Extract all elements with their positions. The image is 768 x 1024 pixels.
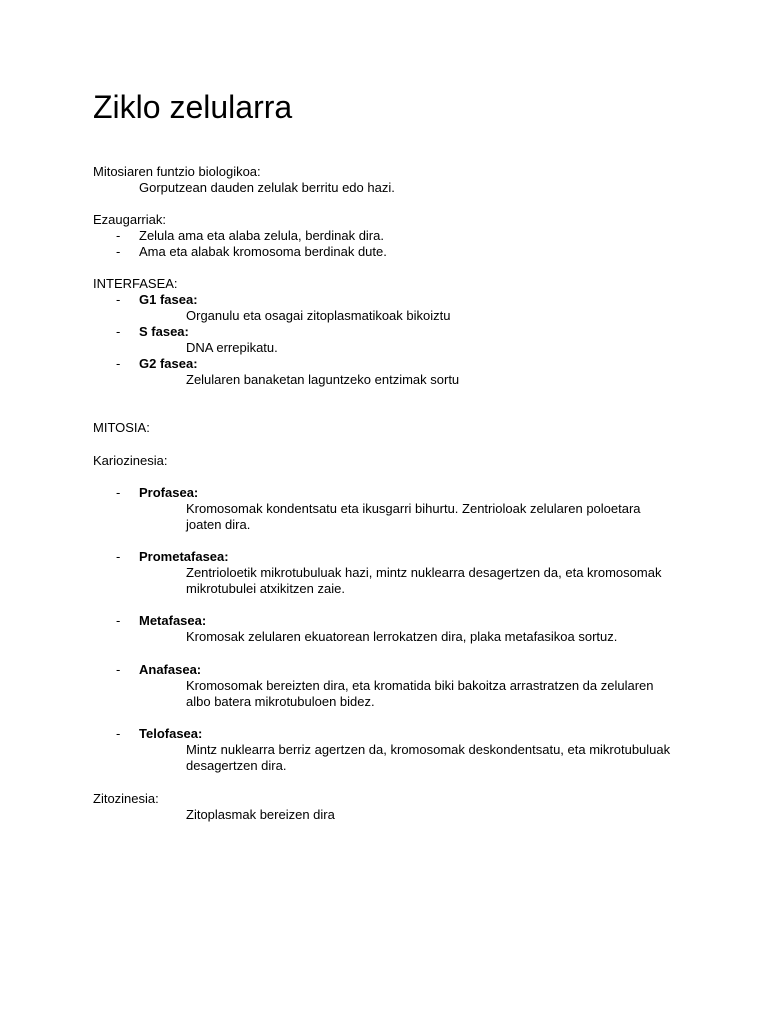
feature-item: Zelula ama eta alaba zelula, berdinak dira. <box>139 228 384 243</box>
page-title: Ziklo zelularra <box>93 89 293 125</box>
interphase-label: INTERFASEA: <box>93 276 178 291</box>
bullet-dash: - <box>116 228 121 243</box>
bullet-dash: - <box>116 324 121 339</box>
phase-desc-telophase: desagertzen dira. <box>186 758 287 773</box>
bullet-dash: - <box>116 726 121 741</box>
bullet-dash: - <box>116 613 121 628</box>
bullet-dash: - <box>116 662 121 677</box>
phase-name-g2: G2 fasea: <box>139 356 198 371</box>
phase-name-prometaphase: Prometafasea: <box>139 549 229 564</box>
bullet-dash: - <box>116 292 121 307</box>
phase-desc-anaphase: Kromosomak bereizten dira, eta kromatida biki bakoitza arrastratzen da zelularen <box>186 678 654 693</box>
phase-desc-anaphase: albo batera mikrotubuloen bidez. <box>186 694 375 709</box>
phase-desc-prometaphase: Zentrioloetik mikrotubuluak hazi, mintz nuklearra desagertzen da, eta kromosomak <box>186 565 662 580</box>
phase-desc-prophase: joaten dira. <box>186 517 251 532</box>
phase-desc-s: DNA errepikatu. <box>186 340 278 355</box>
mitosis-function-label: Mitosiaren funtzio biologikoa: <box>93 164 261 179</box>
mitosis-function-text: Gorputzean dauden zelulak berritu edo hazi. <box>139 180 395 195</box>
phase-desc-g2: Zelularen banaketan laguntzeko entzimak sortu <box>186 372 460 387</box>
cytokinesis-label: Zitozinesia: <box>93 791 159 806</box>
mitosis-label: MITOSIA: <box>93 420 150 435</box>
phase-name-telophase: Telofasea: <box>139 726 203 741</box>
phase-name-prophase: Profasea: <box>139 485 199 500</box>
bullet-dash: - <box>116 549 121 564</box>
karyokinesis-label: Kariozinesia: <box>93 453 168 468</box>
phase-desc-prophase: Kromosomak kondentsatu eta ikusgarri bihurtu. Zentrioloak zelularen poloetara <box>186 501 641 516</box>
phase-desc-prometaphase: mikrotubulei atxikitzen zaie. <box>186 581 345 596</box>
phase-desc-g1: Organulu eta osagai zitoplasmatikoak bikoiztu <box>186 308 451 323</box>
feature-item: Ama eta alabak kromosoma berdinak dute. <box>139 244 387 259</box>
bullet-dash: - <box>116 485 121 500</box>
phase-name-s: S fasea: <box>139 324 189 339</box>
features-label: Ezaugarriak: <box>93 212 166 227</box>
phase-desc-metaphase: Kromosak zelularen ekuatorean lerrokatzen dira, plaka metafasikoa sortuz. <box>186 629 618 644</box>
phase-name-g1: G1 fasea: <box>139 292 198 307</box>
phase-desc-telophase: Mintz nuklearra berriz agertzen da, kromosomak deskondentsatu, eta mikrotubuluak <box>186 742 671 757</box>
cytokinesis-text: Zitoplasmak bereizen dira <box>186 807 335 822</box>
phase-name-anaphase: Anafasea: <box>139 662 202 677</box>
bullet-dash: - <box>116 244 121 259</box>
bullet-dash: - <box>116 356 121 371</box>
phase-name-metaphase: Metafasea: <box>139 613 207 628</box>
